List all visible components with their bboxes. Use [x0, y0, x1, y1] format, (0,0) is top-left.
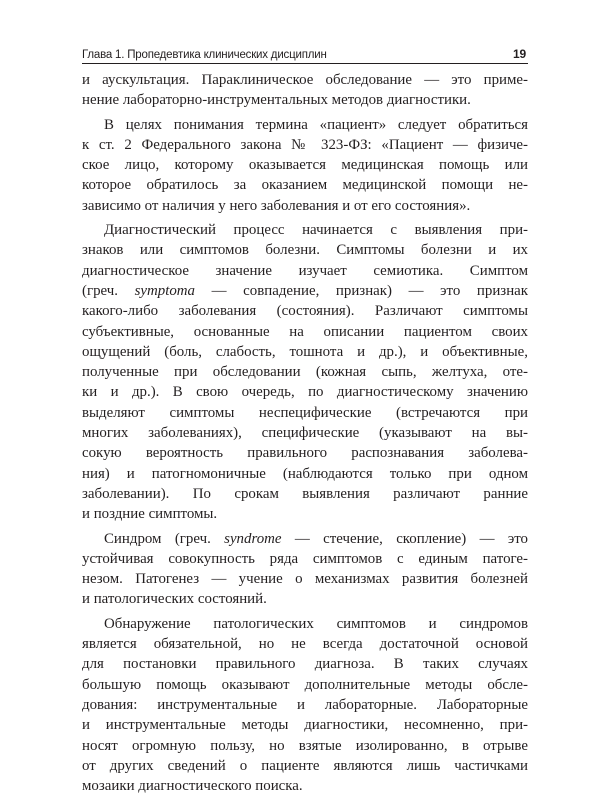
text-line: знаков или симптомов болезни. Симптомы болезни и их	[82, 242, 528, 259]
text-line: В целях понимания термина «пациент» следует обратиться	[104, 116, 528, 133]
text-line: и поздние симптомы.	[82, 506, 218, 523]
text-line: и патологических состояний.	[82, 591, 267, 608]
text-line: мозаики диагностического поиска.	[82, 778, 303, 795]
paragraph	[82, 115, 528, 216]
text-line: является обязательной, но не всегда достаточной основой	[82, 636, 528, 653]
text-line: устойчивая совокупность ряда симптомов с единым патоге-	[82, 550, 528, 567]
running-header	[82, 43, 528, 61]
body-text	[82, 70, 528, 800]
paragraph	[82, 614, 528, 797]
text-line: диагностическое значение изучает семиотика. Симптом	[82, 262, 528, 279]
text-line: ское лицо, которому оказывается медицинская помощь или	[82, 157, 528, 174]
text-line: ки и др.). В свою очередь, по диагностическому значению	[82, 384, 528, 401]
chapter-title: Глава 1. Пропедевтика клинических дисциплин	[82, 49, 327, 61]
text-line: полученные при обследовании (кожная сыпь, желтуха, оте-	[82, 364, 528, 381]
text-line: Диагностический процесс начинается с выявления при-	[104, 222, 528, 239]
text-line: дования: инструментальные и лабораторные. Лабораторные	[82, 696, 528, 713]
text-line: зависимо от наличия у него заболевания и от его состояния».	[82, 197, 471, 214]
header-rule	[82, 63, 528, 64]
text-line: многих заболеваниях), специфические (указывают на вы-	[82, 425, 528, 442]
text-line: ния) и патогномоничные (наблюдаются только при одном	[82, 465, 528, 482]
text-line: заболевании). По срокам выявления различают ранние	[82, 485, 528, 502]
text-line: Синдром (греч. syndrome — стечение, скопление) — это	[104, 530, 528, 547]
text-line: большую помощь оказывают дополнительные методы обсле-	[82, 676, 528, 693]
text-line: выделяют симптомы неспецифические (встречаются при	[82, 404, 528, 421]
page-number: 19	[513, 47, 526, 61]
text-line: для постановки правильного диагноза. В таких случаях	[82, 656, 528, 673]
italic-term: symptoma	[134, 282, 195, 299]
text-line: Обнаружение патологических симптомов и синдромов	[104, 615, 528, 632]
text-line: носят огромную пользу, но взятые изолированно, в отрыве	[82, 737, 528, 754]
text-line: и аускультация. Параклиническое обследование — это приме-	[82, 72, 528, 88]
text-line: какого-либо заболевания (состояния). Различают симптомы	[82, 303, 528, 320]
text-line: ощущений (боль, слабость, тошнота и др.), и объективные,	[82, 343, 528, 360]
text-line: нение лабораторно-инструментальных методов диагностики.	[82, 92, 471, 109]
text-line: от других сведений о пациенте являются лишь частичками	[82, 757, 528, 774]
text-line: (греч. symptoma — совпадение, признак) — это признак	[82, 282, 529, 299]
text-line: незом. Патогенез — учение о механизмах развития болезней	[82, 571, 528, 588]
paragraph	[82, 70, 528, 111]
text-line: субъективные, основанные на описании пациентом своих	[82, 323, 528, 340]
text-line: и инструментальные методы диагностики, несомненно, при-	[82, 717, 528, 734]
text-line: сокую вероятность правильного распознавания заболева-	[82, 445, 528, 462]
paragraph	[82, 220, 528, 524]
italic-term: syndrome	[224, 530, 282, 547]
text-line: которое обратилось за оказанием медицинской помощи не-	[82, 177, 528, 194]
text-line: к ст. 2 Федерального закона № 323-ФЗ: «Пациент — физиче-	[82, 136, 528, 153]
paragraph	[82, 529, 528, 610]
